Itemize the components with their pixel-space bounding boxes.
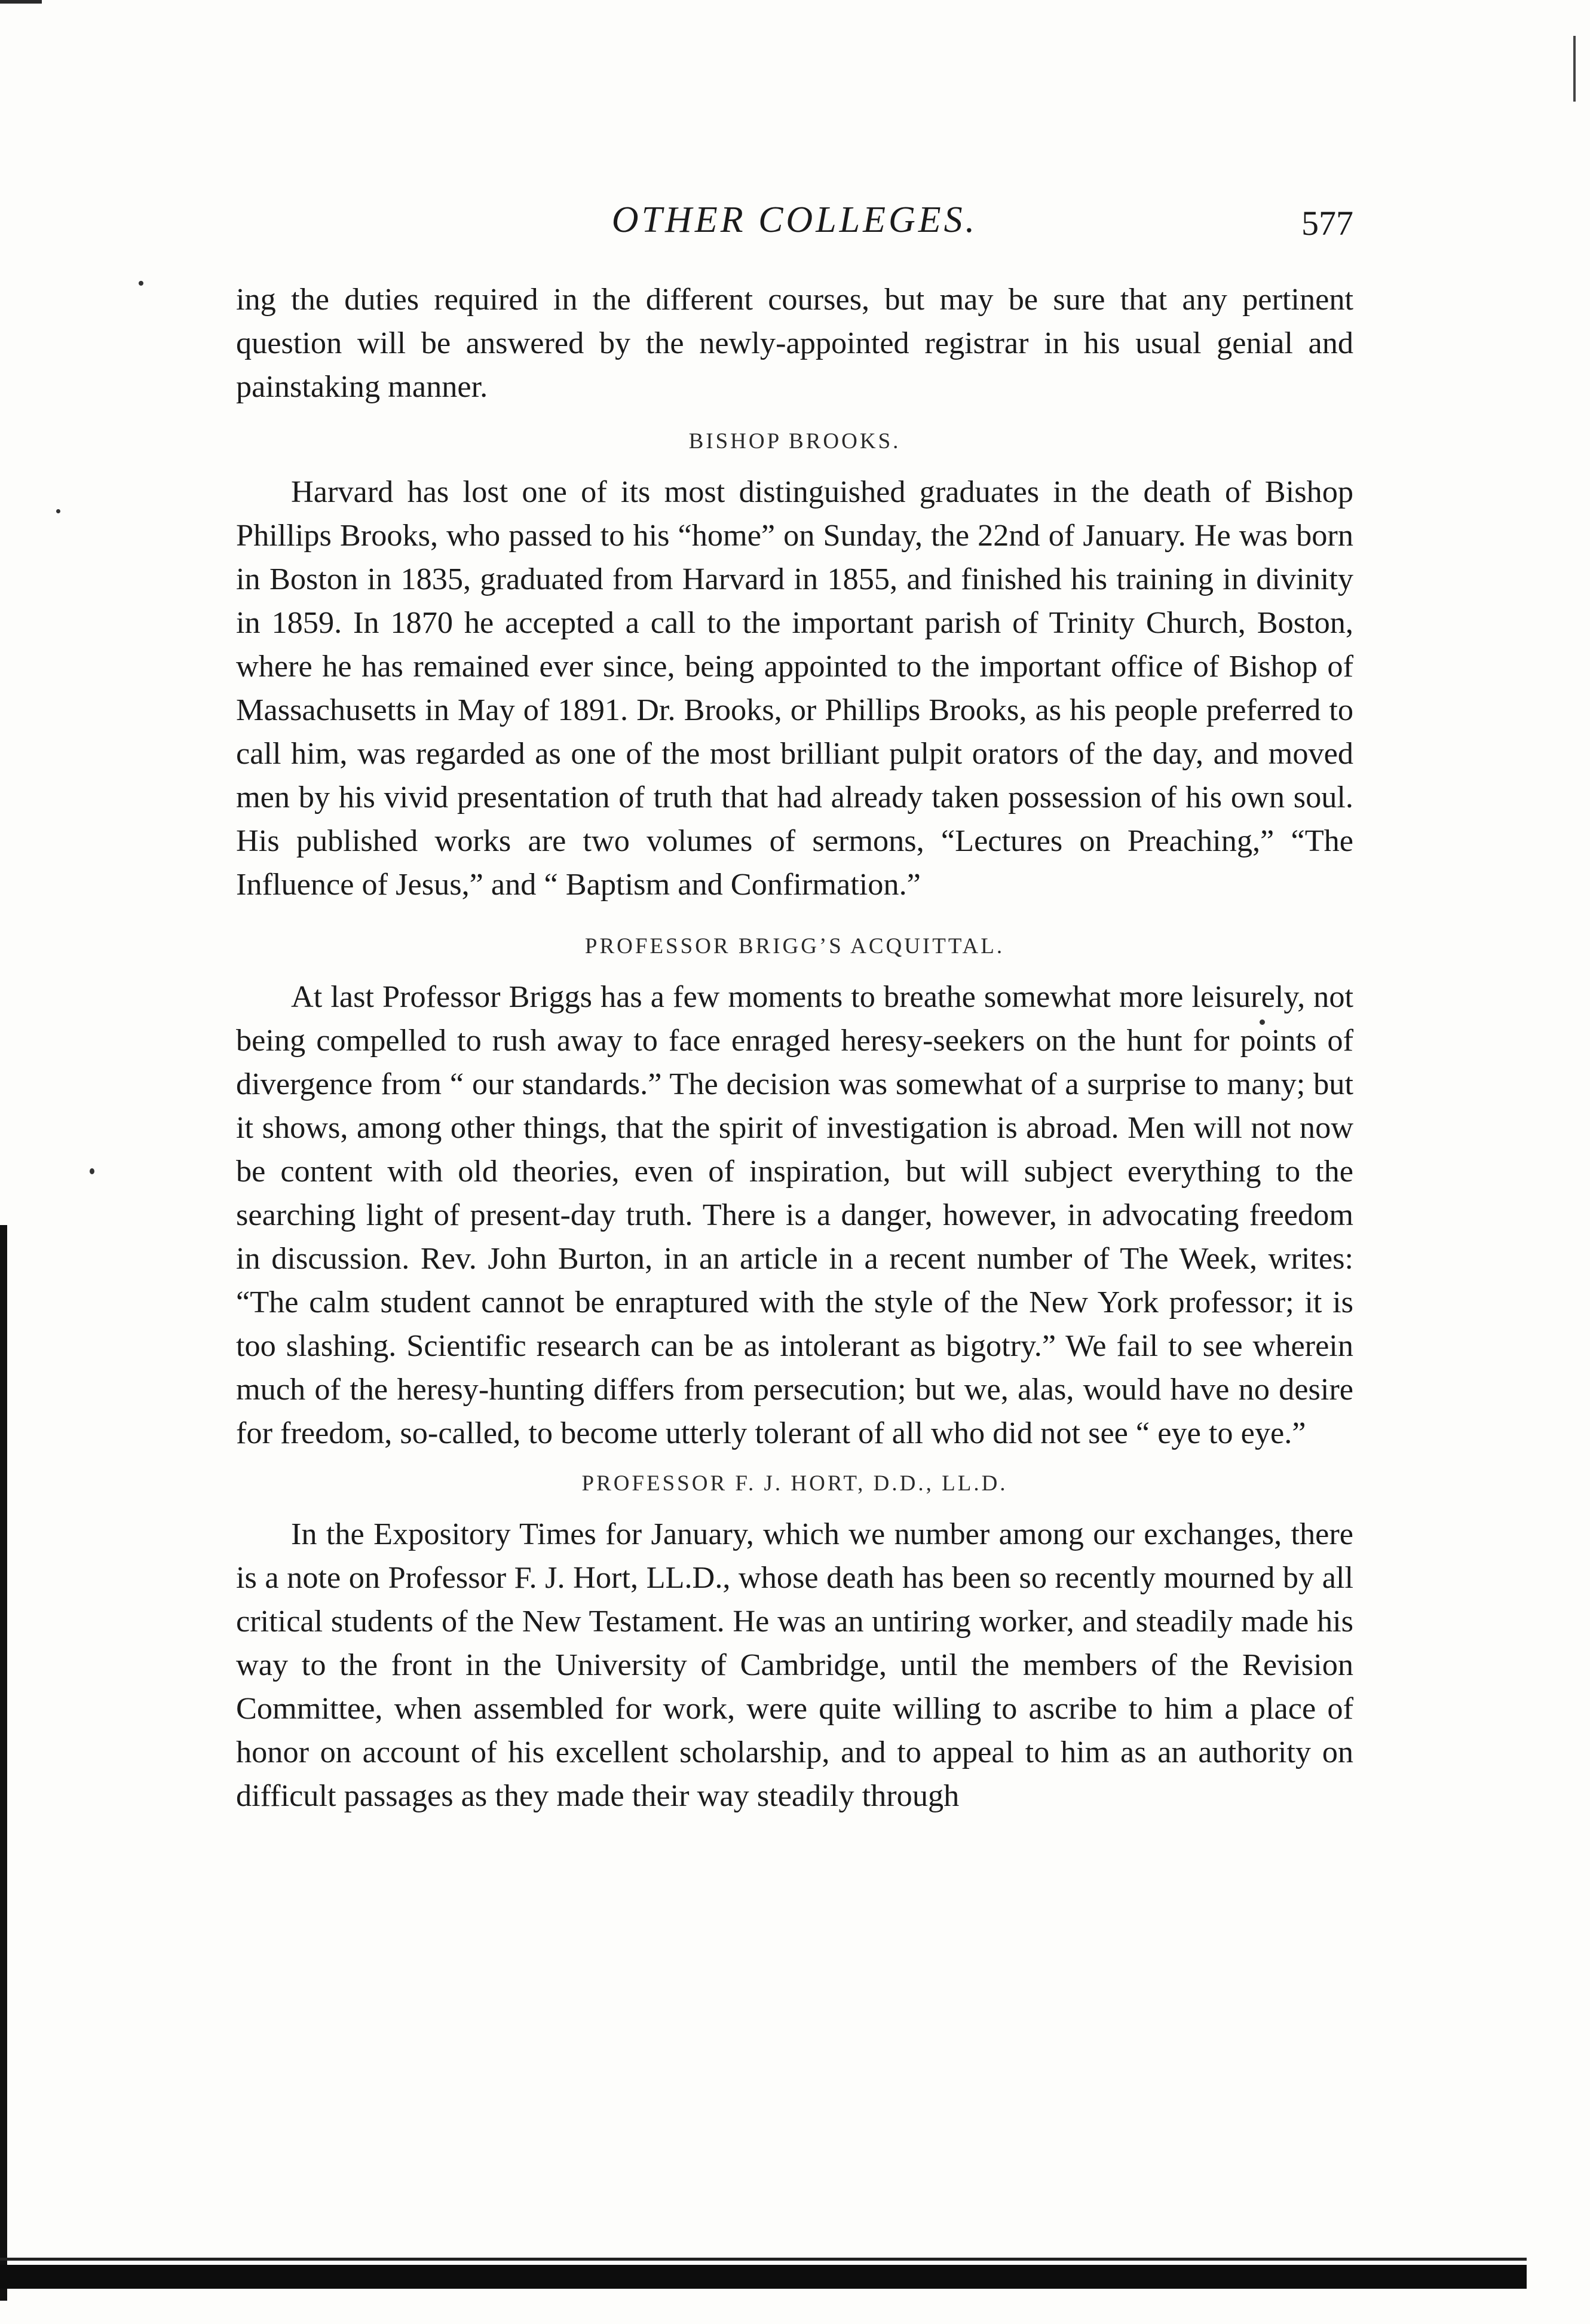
scan-bottom-edge-shadow (0, 2265, 1527, 2289)
scan-speck (139, 281, 143, 286)
section-body-bishop-brooks: Harvard has lost one of its most distinguished graduates in the death of Bishop Phillips Brooks, who passed to his “home” on Sunday, the 22nd of January. He was born in Boston in 1835, graduated from Harvard in 1855, and finished his training in divinity in 1859. In 1870 he accepted a call to the important parish of Trinity Church, Boston, where he has remained ever since, being appointed to the important office of Bishop of Massachusetts in May of 1891. Dr. Brooks, or Phillips Brooks, as his people preferred to call him, was regarded as one of the most brilliant pulpit orators of the day, and moved men by his vivid presentation of truth that had already taken possession of his own soul. His published works are two volumes of sermons, “Lectures on Preaching,” “The Influence of Jesus,” and “ Baptism and Confirmation.” (236, 474, 1353, 902)
page-number: 577 (1301, 204, 1353, 243)
section-body-hort: In the Expository Times for January, which we number among our exchanges, there is a note on Professor F. J. Hort, LL.D., whose death has been so recently mourned by all critical students of the New Testament. He was an untiring worker, and steadily made his way to the front in the University of Cambridge, until the members of the Revision Committee, when assembled for work, were quite willing to ascribe to him a place of honor on account of his excellent scholarship, and to appeal to him as an authority on difficult passages as they made their way steadily through (236, 1517, 1353, 1813)
section-heading-bishop-brooks: BISHOP BROOKS. (688, 429, 901, 454)
section-body-briggs-acquittal: At last Professor Briggs has a few moments to breathe somewhat more leisurely, not being compelled to rush away to face enraged heresy-seekers on the hunt for points of divergence from “ our standards.” The decision was somewhat of a surprise to many; but it shows, among other things, that the spirit of investigation is abroad. Men will not now be content with old theories, even of inspiration, but will subject everything to the searching light of present-day truth. There is a danger, however, in advocating freedom in discussion. Rev. John Burton, in an article in a recent number of The Week, writes: “The calm student cannot be enraptured with the style of the New York professor; it is too slashing. Scientific research can be as intolerant as bigotry.” We fail to see wherein much of the heresy-hunting differs from persecution; but we, alas, would have no desire for freedom, so-called, to become utterly tolerant of all who did not see “ eye to eye.” (236, 979, 1353, 1450)
scan-edge-mark-top (0, 0, 42, 4)
page-header (236, 194, 1353, 254)
opening-paragraph: ing the duties required in the different courses, but may be sure that any pertinent question will be answered by the newly-appointed registrar in his usual genial and painstaking manner. (236, 282, 1353, 404)
page-body (236, 278, 1353, 1818)
scan-speck (90, 1168, 94, 1174)
scan-speck (56, 509, 60, 513)
scan-bottom-rule (0, 2258, 1527, 2261)
section-heading-briggs-acquittal: PROFESSOR BRIGG’S ACQUITTAL. (584, 934, 1005, 959)
scan-left-edge-shadow (0, 1225, 7, 2301)
scan-edge-mark-right (1573, 36, 1576, 102)
section-heading-hort: PROFESSOR F. J. HORT, D.D., LL.D. (581, 1471, 1008, 1496)
running-title: OTHER COLLEGES. (611, 200, 978, 240)
